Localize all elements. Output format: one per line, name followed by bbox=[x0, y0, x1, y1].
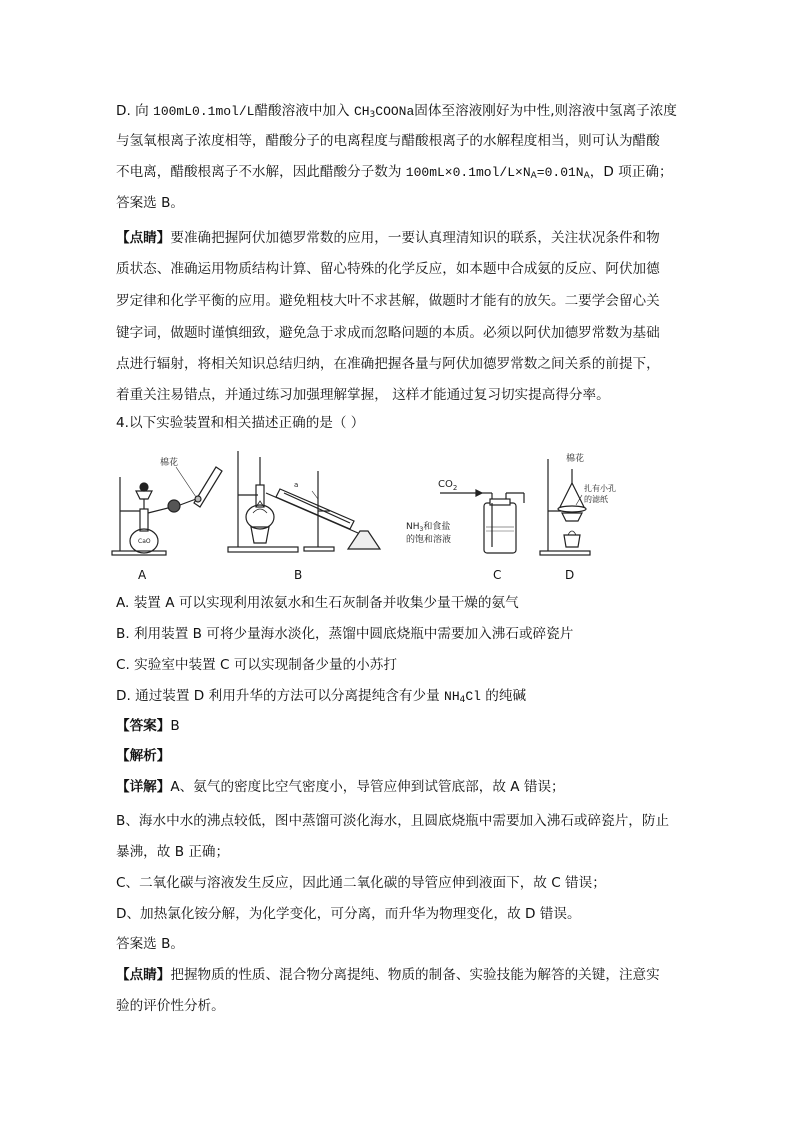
cotton-label-a: 棉花 bbox=[160, 458, 179, 468]
apparatus-figure bbox=[108, 447, 616, 589]
nh3-label-2: 的饱和溶液 bbox=[406, 535, 452, 545]
comment-2-line-1: 【点睛】把握物质的性质、混合物分离提纯、物质的制备、实验技能为解答的关键，注意实 bbox=[116, 967, 660, 983]
svg-text:CaO: CaO bbox=[138, 538, 151, 545]
nh3-label: $NH_3$和食盐 bbox=[406, 522, 451, 533]
apparatus-c bbox=[406, 479, 524, 553]
co2-label: $CO_2$ bbox=[438, 479, 458, 492]
apparatus-a bbox=[112, 456, 222, 555]
answer-2: 答案选 B。 bbox=[116, 936, 185, 952]
apparatus-d bbox=[540, 452, 616, 555]
filter-label-1: 扎有小孔 bbox=[584, 484, 616, 493]
question-4-stem: 4.以下实验装置和相关描述正确的是（ ） bbox=[116, 415, 365, 431]
apparatus-b bbox=[228, 451, 380, 552]
detail-d: D、加热氯化铵分解，为化学变化，可分离，而升华为物理变化，故 D 错误。 bbox=[116, 906, 581, 922]
comment-1-line-5: 点进行辐射，将相关知识总结归纳，在准确把握各量与阿伏加德罗常数之间关系的前提下， bbox=[116, 356, 660, 372]
detail-c: C、二氧化碳与溶液发生反应，因此通二氧化碳的导管应伸到液面下，故 C 错误； bbox=[116, 875, 606, 891]
comment-1-line-3: 罗定律和化学平衡的应用。避免粗枝大叶不求甚解，做题时才能有的放矢。二要学会留心关 bbox=[116, 293, 660, 309]
figure-label-c: C bbox=[493, 568, 502, 582]
answer-line: 答案选 B。 bbox=[116, 195, 185, 211]
comment-1-line-2: 质状态、准确运用物质结构计算、留心特殊的化学反应，如本题中合成氨的反应、阿伏加德 bbox=[116, 261, 660, 277]
detail-b-2: 暴沸，故 B 正确； bbox=[116, 844, 230, 860]
detail-a: 【详解】A、氨气的密度比空气密度小，导管应伸到试管底部，故 A 错误； bbox=[116, 779, 565, 795]
comment-2-line-2: 验的评价性分析。 bbox=[116, 998, 225, 1014]
option-b: B. 利用装置 B 可将少量海水淡化，蒸馏中圆底烧瓶中需要加入沸石或碎瓷片 bbox=[116, 626, 574, 642]
detail-b-1: B、海水中水的沸点较低，图中蒸馏可淡化海水，且圆底烧瓶中需要加入沸石或碎瓷片，防止 bbox=[116, 813, 670, 829]
figure-label-a: A bbox=[138, 568, 147, 582]
mark-a: a bbox=[294, 481, 299, 489]
comment-1-line-6: 着重关注易错点，并通过练习加强理解掌握， 这样才能通过复习切实提高得分率。 bbox=[116, 387, 610, 403]
option-d-line-1: D. 向 100mL0.1mol/L醋酸溶液中加入 $CH_3COONa$固体至溶液刚好为中性,则溶液中氢离子浓度 bbox=[116, 103, 677, 120]
answer-tag-line: 【答案】B bbox=[116, 718, 180, 734]
option-a: A. 装置 A 可以实现利用浓氨水和生石灰制备并收集少量干燥的氨气 bbox=[116, 595, 519, 611]
comment-1-line-1: 【点睛】要准确把握阿伏加德罗常数的应用，一要认真理清知识的联系，关注状况条件和物 bbox=[116, 230, 660, 246]
option-d-line-3: 不电离，醋酸根离子不水解，因此醋酸分子数为 $100mL\times 0.1mol/L\times N_A=0.01N_A$，D 项正确； bbox=[116, 164, 673, 181]
analysis-tag: 【解析】 bbox=[116, 748, 171, 764]
option-d: D. 通过装置 D 利用升华的方法可以分离提纯含有少量 $NH_4Cl$ 的纯碱 bbox=[116, 688, 527, 705]
option-c: C. 实验室中装置 C 可以实现制备少量的小苏打 bbox=[116, 657, 397, 673]
comment-1-line-4: 键字词，做题时谨慎细致，避免急于求成而忽略问题的本质。必须以阿伏加德罗常数为基础 bbox=[116, 325, 660, 341]
cotton-label-d: 棉花 bbox=[566, 454, 585, 464]
filter-label-2: 的滤纸 bbox=[584, 495, 608, 504]
figure-label-b: B bbox=[294, 568, 303, 582]
option-d-line-2: 与氢氧根离子浓度相等，醋酸分子的电离程度与醋酸根离子的水解程度相当，则可认为醋酸 bbox=[116, 133, 660, 149]
figure-label-d: D bbox=[565, 568, 575, 582]
